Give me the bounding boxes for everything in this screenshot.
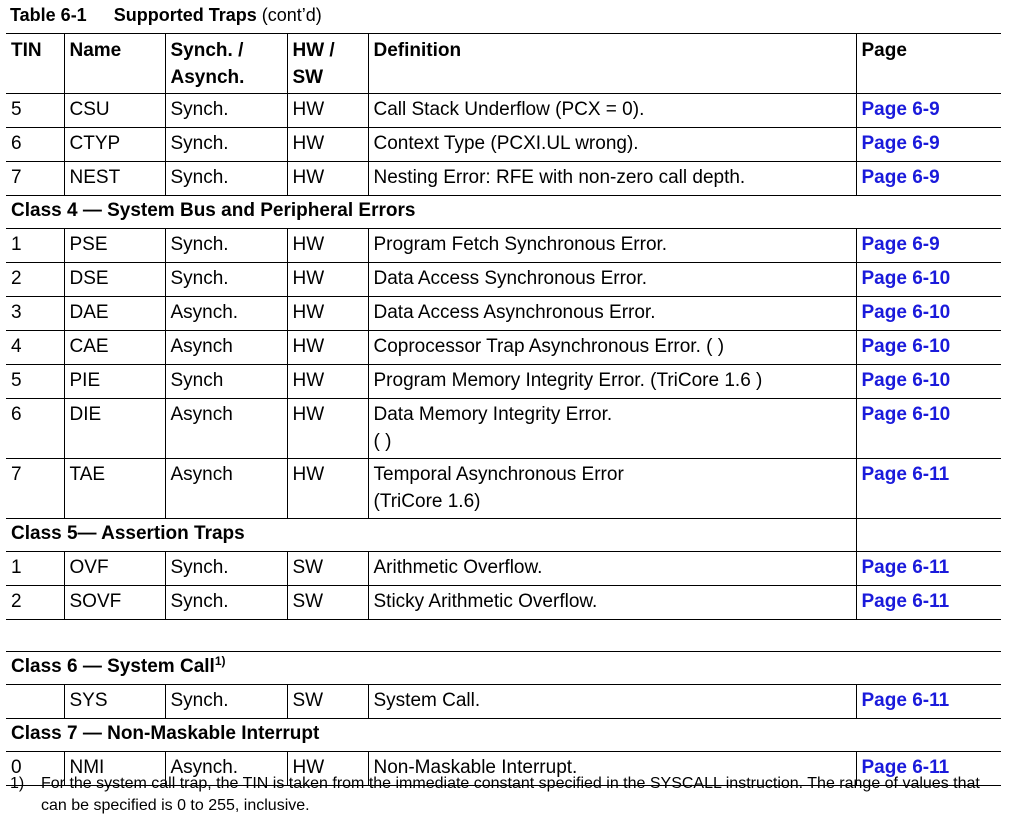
cell-hw: SW <box>292 690 324 711</box>
cell-tin: 6 <box>11 133 22 154</box>
cell-synch: Synch. <box>170 234 229 255</box>
cell-definition: Sticky Arithmetic Overflow. <box>373 591 598 612</box>
header-page: Page <box>856 34 1001 94</box>
cell-synch: Synch. <box>170 167 229 188</box>
cell-definition: Arithmetic Overflow. <box>373 557 543 578</box>
class-heading-row <box>6 719 1001 752</box>
cell-tin: 0 <box>11 757 22 778</box>
cell-definition: Temporal Asynchronous Error (TriCore 1.6) <box>373 464 624 512</box>
cell-synch: Synch. <box>170 99 229 120</box>
cell-hw: SW <box>292 591 324 612</box>
cell-tin: 1 <box>11 557 22 578</box>
table-row <box>6 459 1001 519</box>
cell-definition: System Call. <box>373 690 481 711</box>
cell-synch: Synch. <box>170 133 229 154</box>
cell-hw: HW <box>292 167 325 188</box>
cell-definition: Nesting Error: RFE with non-zero call depth. <box>373 167 746 188</box>
cell-definition: Coprocessor Trap Asynchronous Error. ( ) <box>373 336 725 357</box>
cell-hw: HW <box>292 336 325 357</box>
header-tin: TIN <box>6 34 64 94</box>
page-link[interactable]: Page 6-10 <box>861 302 951 323</box>
table-row <box>6 297 1001 331</box>
class-heading-row <box>6 519 1001 552</box>
cell-tin: 5 <box>11 99 22 120</box>
cell-name: PIE <box>69 370 101 391</box>
header-name: Name <box>64 34 165 94</box>
page-link[interactable]: Page 6-9 <box>861 234 940 255</box>
header-synch: Synch. / Asynch. <box>165 34 287 94</box>
page-link[interactable]: Page 6-9 <box>861 99 940 120</box>
table-spacer-row <box>6 620 1001 652</box>
cell-synch: Synch. <box>170 268 229 289</box>
footnote-text: For the system call trap, the TIN is taken from the immediate constant specified in the SYSCALL instruction. The range of values that can be specified is 0 to 255, inclusive. <box>41 775 980 814</box>
cell-hw: HW <box>292 133 325 154</box>
page-link[interactable]: Page 6-10 <box>861 370 951 391</box>
cell-name: NEST <box>69 167 121 188</box>
table-row <box>6 162 1001 196</box>
cell-tin: 3 <box>11 302 22 323</box>
supported-traps-table <box>6 33 1001 786</box>
cell-name: TAE <box>69 464 106 485</box>
class-6-title: Class 6 — System Call$^{1)}$ <box>11 654 226 677</box>
header-definition: Definition <box>368 34 856 94</box>
cell-definition: Data Access Asynchronous Error. <box>373 302 656 323</box>
footnote-number: 1) <box>10 775 25 792</box>
class-5-title: Class 5— Assertion Traps <box>11 523 245 544</box>
cell-name: SYS <box>69 690 108 711</box>
cell-name: CAE <box>69 336 109 357</box>
cell-definition: Program Fetch Synchronous Error. <box>373 234 668 255</box>
cell-synch: Synch. <box>170 690 229 711</box>
cell-synch: Synch. <box>170 557 229 578</box>
header-hw-sw: HW / SW <box>287 34 368 94</box>
cell-definition: Call Stack Underflow (PCX = 0). <box>373 99 645 120</box>
cell-hw: HW <box>292 268 325 289</box>
page-link[interactable]: Page 6-11 <box>861 591 950 612</box>
cell-hw: SW <box>292 557 324 578</box>
cell-tin: 2 <box>11 591 22 612</box>
cell-tin: 5 <box>11 370 22 391</box>
table-row <box>6 229 1001 263</box>
cell-synch: Asynch <box>170 336 233 357</box>
cell-synch: Asynch. <box>170 757 239 778</box>
class-heading-row <box>6 196 1001 229</box>
cell-hw: HW <box>292 464 325 485</box>
cell-synch: Synch. <box>170 591 229 612</box>
cell-tin: 4 <box>11 336 22 357</box>
page-link[interactable]: Page 6-11 <box>861 690 950 711</box>
footnote <box>10 773 1005 817</box>
table-row <box>6 552 1001 586</box>
page-link[interactable]: Page 6-10 <box>861 268 951 289</box>
table-row <box>6 94 1001 128</box>
class-heading-row <box>6 652 1001 685</box>
page-link[interactable]: Page 6-11 <box>861 757 950 778</box>
page-link[interactable]: Page 6-11 <box>861 557 950 578</box>
cell-tin <box>11 685 60 687</box>
cell-hw: HW <box>292 234 325 255</box>
cell-hw: HW <box>292 370 325 391</box>
cell-synch: Asynch. <box>170 302 239 323</box>
cell-name: OVF <box>69 557 109 578</box>
cell-name: CTYP <box>69 133 121 154</box>
table-row <box>6 586 1001 620</box>
table-title: Supported Traps <box>113 5 257 25</box>
page-link[interactable]: Page 6-9 <box>861 133 940 154</box>
cell-definition: Data Access Synchronous Error. <box>373 268 648 289</box>
cell-definition: Data Memory Integrity Error. ( ) <box>373 404 613 452</box>
page-link[interactable]: Page 6-9 <box>861 167 940 188</box>
page-link[interactable]: Page 6-10 <box>861 336 951 357</box>
class-4-title: Class 4 — System Bus and Peripheral Errors <box>11 200 416 221</box>
cell-synch: Synch <box>170 370 224 391</box>
cell-hw: HW <box>292 757 325 778</box>
cell-tin: 7 <box>11 167 22 188</box>
cell-definition: Context Type (PCXI.UL wrong). <box>373 133 639 154</box>
table-row <box>6 685 1001 719</box>
table-caption <box>10 5 322 26</box>
cell-synch: Asynch <box>170 464 233 485</box>
cell-hw: HW <box>292 404 325 425</box>
table-title-suffix: (cont’d) <box>261 5 322 25</box>
cell-tin: 6 <box>11 404 22 425</box>
cell-name: DSE <box>69 268 109 289</box>
table-row <box>6 399 1001 459</box>
cell-name: DIE <box>69 404 102 425</box>
table-row <box>6 128 1001 162</box>
cell-name: SOVF <box>69 591 122 612</box>
cell-hw: HW <box>292 302 325 323</box>
cell-tin: 7 <box>11 464 22 485</box>
cell-name: CSU <box>69 99 110 120</box>
cell-synch: Asynch <box>170 404 233 425</box>
table-header-row <box>6 34 1001 94</box>
footnote-ref: 1) <box>214 654 226 668</box>
page-link[interactable]: Page 6-10 <box>861 404 951 425</box>
cell-definition: Non-Maskable Interrupt. <box>373 757 578 778</box>
cell-definition: Program Memory Integrity Error. (TriCore 1.6 ) <box>373 370 763 391</box>
table-number: Table 6-1 <box>10 5 87 25</box>
cell-tin: 2 <box>11 268 22 289</box>
cell-tin: 1 <box>11 234 22 255</box>
table-row <box>6 365 1001 399</box>
page-link[interactable]: Page 6-11 <box>861 464 950 485</box>
cell-name: NMI <box>69 757 105 778</box>
cell-hw: HW <box>292 99 325 120</box>
cell-name: DAE <box>69 302 109 323</box>
table-row <box>6 331 1001 365</box>
cell-name: PSE <box>69 234 108 255</box>
class-7-title: Class 7 — Non-Maskable Interrupt <box>11 723 320 744</box>
table-row <box>6 263 1001 297</box>
